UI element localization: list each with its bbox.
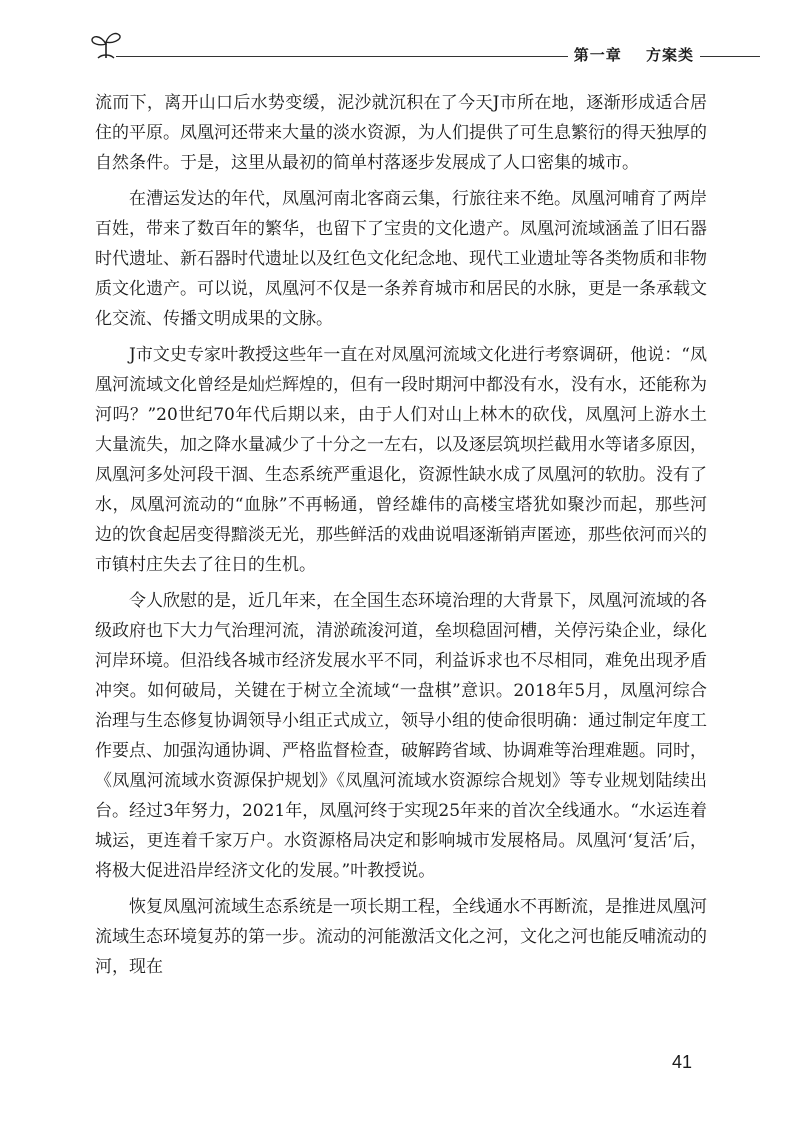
paragraph: J市文史专家叶教授这些年一直在对凤凰河流域文化进行考察调研，他说：“凤凰河流域文化曾经是灿烂辉煌的，但有一段时期河中都没有水，没有水，还能称为河吗？”20世纪70年代后期以来，由于人们对山上林木的砍伐，凤凰河上游水土大量流失，加之降水量减少了十分之一左右，以及逐层筑坝拦截用水等诸多原因，凤凰河多处河段干涸、生态系统严重退化，资源性缺水成了凤凰河的软肋。没有了水，凤凰河流动的“血脉”不再畅通，曾经雄伟的高楼宝塔犹如聚沙而起，那些河边的饮食起居变得黯淡无光，那些鲜活的戏曲说唱逐渐销声匿迹，那些依河而兴的市镇村庄失去了往日的生机。 bbox=[95, 345, 707, 575]
chapter-category: 方案类 bbox=[645, 46, 694, 64]
header-rule-right bbox=[702, 56, 760, 57]
paragraph: 恢复凤凰河流域生态系统是一项长期工程，全线通水不再断流，是推进凤凰河流域生态环境复苏的第一步。流动的河能激活文化之河，文化之河也能反哺流动的河，现在 bbox=[95, 897, 707, 977]
chapter-heading bbox=[568, 44, 700, 65]
paragraph: 流而下，离开山口后水势变缓，泥沙就沉积在了今天J市所在地，逐渐形成适合居住的平原。凤凰河还带来大量的淡水资源，为人们提供了可生息繁衍的得天独厚的自然条件。于是，这里从最初的简单村落逐步发展成了人口密集的城市。 bbox=[95, 93, 707, 173]
paragraph: 令人欣慰的是，近几年来，在全国生态环境治理的大背景下，凤凰河流域的各级政府也下大力气治理河流，清淤疏浚河道，垒坝稳固河槽，关停污染企业，绿化河岸环境。但沿线各城市经济发展水平不同，利益诉求也不尽相同，难免出现矛盾冲突。如何破局，关键在于树立全流域“一盘棋”意识。2018年5月，凤凰河综合治理与生态修复协调领导小组正式成立，领导小组的使命很明确：通过制定年度工作要点、加强沟通协调、严格监督检查，破解跨省域、协调难等治理难题。同时，《凤凰河流域水资源保护规划》《凤凰河流域水资源综合规划》等专业规划陆续出台。经过3年努力，2021年，凤凰河终于实现25年来的首次全线通水。“水运连着城运，更连着千家万户。水资源格局决定和影响城市发展格局。凤凰河‘复活’后，将极大促进沿岸经济文化的发展。”叶教授说。 bbox=[95, 591, 707, 881]
sprout-icon bbox=[88, 28, 124, 64]
paragraph: 在漕运发达的年代，凤凰河南北客商云集，行旅往来不绝。凤凰河哺育了两岸百姓，带来了数百年的繁华，也留下了宝贵的文化遗产。凤凰河流域涵盖了旧石器时代遗址、新石器时代遗址以及红色文化纪念地、现代工业遗址等各类物质和非物质文化遗产。可以说，凤凰河不仅是一条养育城市和居民的水脉，更是一条承载文化交流、传播文明成果的文脉。 bbox=[95, 189, 707, 329]
page-number: 41 bbox=[672, 1052, 693, 1072]
running-header bbox=[88, 28, 760, 68]
body-text bbox=[95, 88, 707, 982]
chapter-number: 第一章 bbox=[573, 46, 622, 64]
